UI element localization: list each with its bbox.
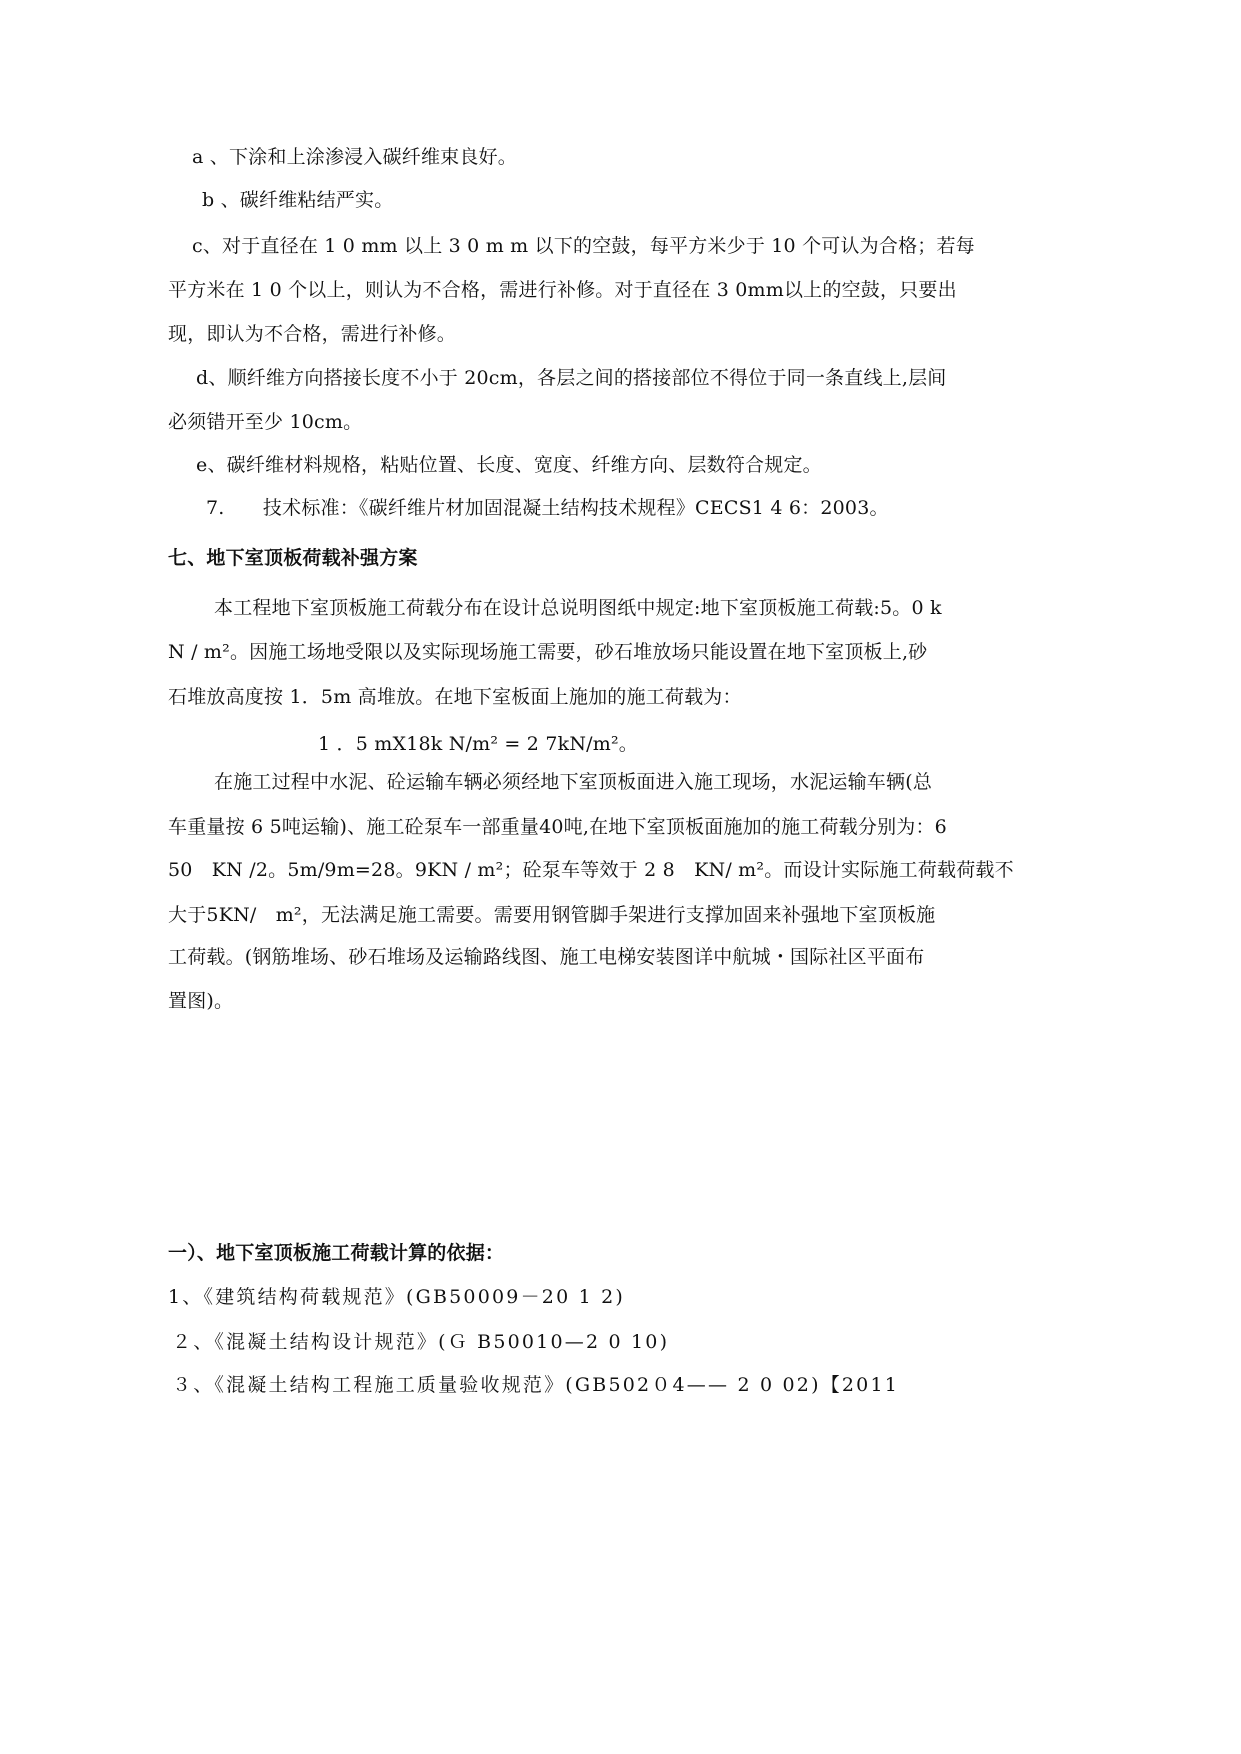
load-formula: 1 ．5 mX18k N/m² = 2 7kN/m²。 [318, 733, 638, 755]
section-7-heading: 七、地下室顶板荷载补强方案 [168, 547, 418, 569]
para2-line5: 工荷载。(钢筋堆场、砂石堆场及运输路线图、施工电梯安装图详中航城・国际社区平面布 [168, 946, 925, 968]
para1-line3: 石堆放高度按 1．5m 高堆放。在地下室板面上施加的施工荷载为： [168, 686, 742, 708]
item-c-line2: 平方米在 1 0 个以上，则认为不合格，需进行补修。对于直径在 3 0mm以上的空鼓，只要出 [168, 279, 957, 301]
para2-line2: 车重量按 6 5吨运输)、施工砼泵车一部重量40吨,在地下室顶板面施加的施工荷载分别为：6 [168, 816, 947, 838]
reference-1: 1、《建筑结构荷载规范》(GB50009－20 1 2) [168, 1286, 626, 1308]
item-7-standard: 7. 技术标准：《碳纤维片材加固混凝土结构技术规程》CECS1 4 6：2003。 [206, 497, 889, 519]
para2-line3: 50 KN /2。5m/9m=28。9KN / m²；砼泵车等效于 2 8 KN/ m²。而设计实际施工荷载荷载不 [168, 859, 1014, 881]
item-d-line1: d、顺纤维方向搭接长度不小于 20cm，各层之间的搭接部位不得位于同一条直线上,层间 [196, 367, 947, 389]
para2-line4: 大于5KN/ m²，无法满足施工需要。需要用钢管脚手架进行支撑加固来补强地下室顶板施 [168, 904, 936, 926]
item-b: b 、碳纤维粘结严实。 [202, 189, 394, 211]
para2-line1: 在施工过程中水泥、砼运输车辆必须经地下室顶板面进入施工现场，水泥运输车辆(总 [214, 771, 933, 793]
item-c-line1: c、对于直径在 1 0 mm 以上 3 0 m m 以下的空鼓，每平方米少于 10 个可认为合格；若每 [192, 235, 975, 257]
item-d-line2: 必须错开至少 10cm。 [168, 411, 363, 433]
item-c-line3: 现，即认为不合格，需进行补修。 [168, 323, 457, 345]
para2-line6: 置图)。 [168, 990, 234, 1012]
para1-line2: N / m²。因施工场地受限以及实际现场施工需要，砂石堆放场只能设置在地下室顶板上,砂 [168, 641, 928, 663]
subsection-1-heading: 一）、地下室顶板施工荷载计算的依据： [168, 1242, 505, 1264]
item-a: a 、下涂和上涂渗浸入碳纤维束良好。 [192, 146, 517, 168]
para1-line1: 本工程地下室顶板施工荷载分布在设计总说明图纸中规定:地下室顶板施工荷载:5。0 k [214, 597, 942, 619]
item-e: e、碳纤维材料规格，粘贴位置、长度、宽度、纤维方向、层数符合规定。 [196, 454, 822, 476]
reference-3: ３、《混凝土结构工程施工质量验收规范》(GB502０4—— 2 0 02)【2011 [172, 1374, 900, 1396]
reference-2: ２、《混凝土结构设计规范》(Ｇ B50010—2 0 10) [172, 1331, 670, 1353]
